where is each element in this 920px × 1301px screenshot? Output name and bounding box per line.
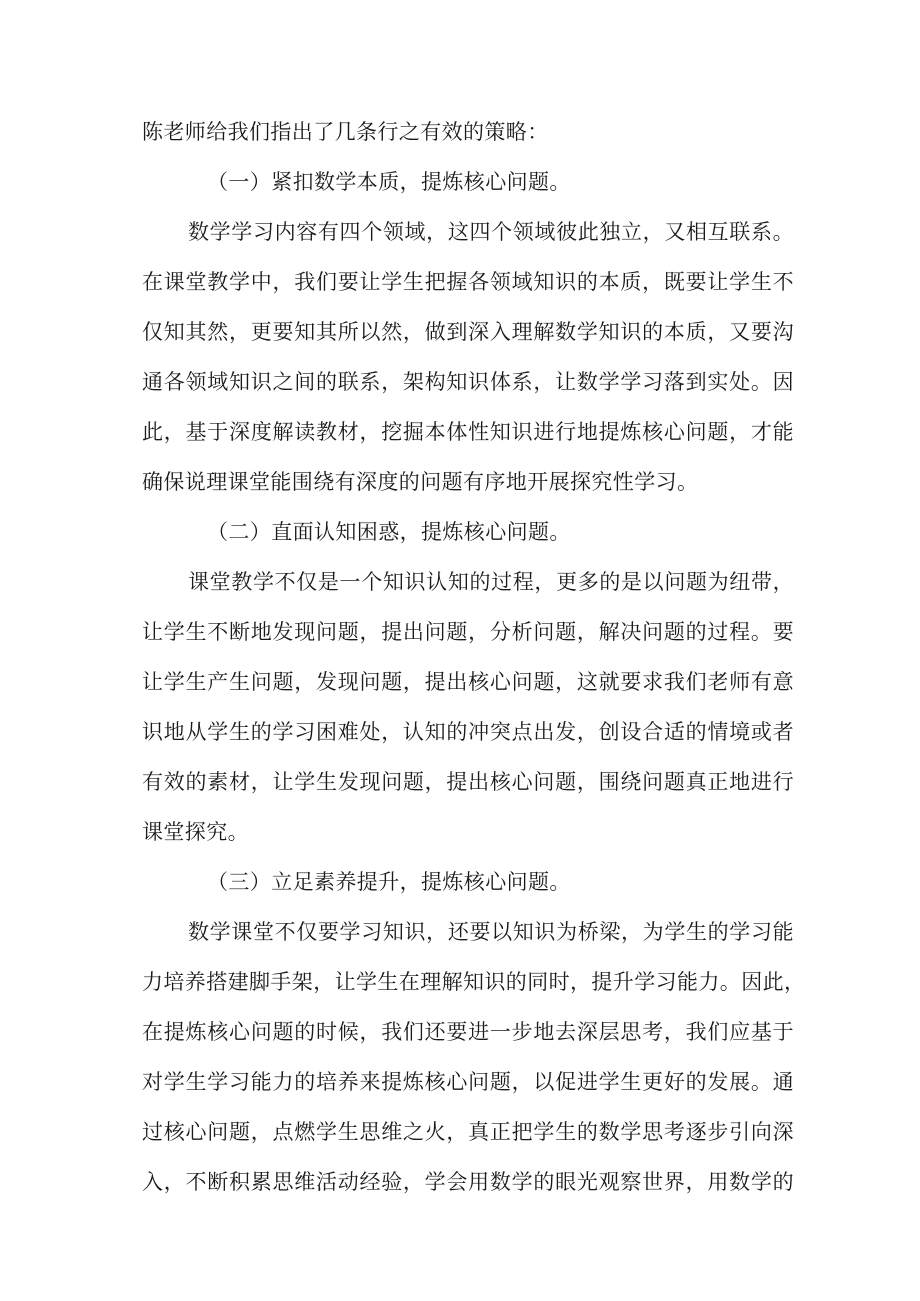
section-1-line-5: 此，基于深度解读教材，挖掘本体性知识进行地提炼核心问题，才能 <box>142 420 794 444</box>
section-3-line-1: 数学课堂不仅要学习知识，还要以知识为桥梁，为学生的学习能 <box>188 920 794 944</box>
section-1-line-3: 仅知其然，更要知其所以然，做到深入理解数学知识的本质，又要沟 <box>142 320 794 344</box>
intro-line: 陈老师给我们指出了几条行之有效的策略： <box>142 120 549 144</box>
section-2-line-5: 有效的素材，让学生发现问题，提出核心问题，围绕问题真正地进行 <box>142 770 794 794</box>
section-3-line-3: 在提炼核心问题的时候，我们还要进一步地去深层思考，我们应基于 <box>142 1020 794 1044</box>
section-1-heading: （一）紧扣数学本质，提炼核心问题。 <box>207 170 571 194</box>
section-1-line-4: 通各领域知识之间的联系，架构知识体系，让数学学习落到实处。因 <box>142 370 794 394</box>
section-2-line-1: 课堂教学不仅是一个知识认知的过程，更多的是以问题为纽带， <box>188 570 794 594</box>
section-3-line-2: 力培养搭建脚手架，让学生在理解知识的同时，提升学习能力。因此， <box>142 970 806 994</box>
section-2-line-4: 识地从学生的学习困难处，认知的冲突点出发，创设合适的情境或者 <box>142 720 794 744</box>
section-2-line-2: 让学生不断地发现问题，提出问题，分析问题，解决问题的过程。要 <box>142 620 794 644</box>
section-3-line-6: 入，不断积累思维活动经验，学会用数学的眼光观察世界，用数学的 <box>142 1170 794 1194</box>
section-2-heading: （二）直面认知困惑，提炼核心问题。 <box>207 520 571 544</box>
section-2-line-6: 课堂探究。 <box>142 820 249 844</box>
section-3-heading: （三）立足素养提升，提炼核心问题。 <box>207 870 571 894</box>
section-1-line-2: 在课堂教学中，我们要让学生把握各领域知识的本质，既要让学生不 <box>142 270 794 294</box>
section-2-line-3: 让学生产生问题，发现问题，提出核心问题，这就要求我们老师有意 <box>142 670 794 694</box>
section-3-line-4: 对学生学习能力的培养来提炼核心问题，以促进学生更好的发展。通 <box>142 1070 794 1094</box>
section-1-line-1: 数学学习内容有四个领域，这四个领域彼此独立，又相互联系。 <box>188 220 794 244</box>
section-1-line-6: 确保说理课堂能围绕有深度的问题有序地开展探究性学习。 <box>142 470 699 494</box>
section-3-line-5: 过核心问题，点燃学生思维之火，真正把学生的数学思考逐步引向深 <box>142 1120 794 1144</box>
